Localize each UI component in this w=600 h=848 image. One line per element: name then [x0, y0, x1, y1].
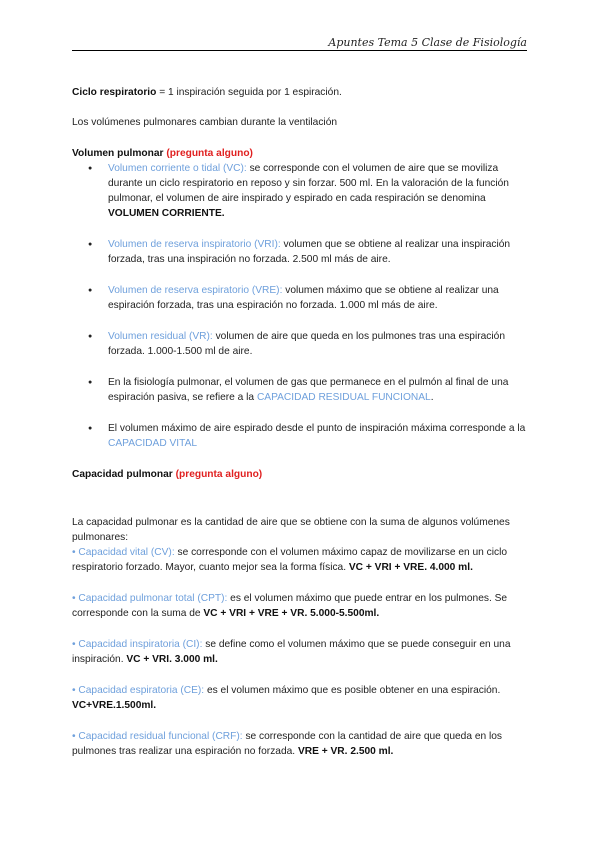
item-bold: VC+VRE.1.500ml. — [72, 700, 157, 711]
item-text: En la fisiología pulmonar, el volumen de gas que permanece en el pulmón al final de una espiración pasiva, se refiere a la — [108, 377, 509, 403]
item-tail: . — [430, 392, 434, 403]
capacidad-heading — [72, 467, 530, 482]
item-term: Volumen corriente o tidal (VC): — [108, 163, 247, 174]
volumen-tag: (pregunta alguno) — [166, 148, 253, 159]
ciclo-text: = 1 inspiración seguida por 1 espiración. — [156, 87, 342, 98]
list-item — [72, 161, 530, 221]
item-term: Volumen residual (VR): — [108, 331, 213, 342]
item-term: • Capacidad inspiratoria (CI): — [72, 639, 203, 650]
item-bold: VC + VRI. 3.000 ml. — [126, 654, 218, 665]
list-item — [72, 237, 530, 267]
item-text: se corresponde con el volumen máximo capaz de movilizarse en un ciclo respiratorio forzado. Mayor, cuanto mejor sea la forma física. — [72, 547, 508, 573]
item-term: Volumen de reserva espiratorio (VRE): — [108, 285, 283, 296]
page-header — [72, 36, 527, 51]
item-bold: VC + VRI + VRE + VR. 5.000-5.500ml. — [203, 608, 380, 619]
item-term: • Capacidad pulmonar total (CPT): — [72, 593, 228, 604]
ciclo-term: Ciclo respiratorio — [72, 87, 157, 98]
item-bold: VC + VRI + VRE. 4.000 ml. — [348, 562, 473, 573]
item-text: El volumen máximo de aire espirado desde el punto de inspiración máxima corresponde a la — [108, 423, 526, 434]
volumen-heading-text: Volumen pulmonar — [72, 148, 164, 159]
item-term: • Capacidad residual funcional (CRF): — [72, 731, 243, 742]
capacidad-tag: (pregunta alguno) — [175, 469, 263, 480]
ciclo-paragraph — [72, 85, 530, 100]
list-item — [72, 283, 530, 313]
item-term: • Capacidad vital (CV): — [72, 547, 175, 558]
document-body — [72, 85, 530, 759]
item-text: volumen de aire que queda en los pulmones tras una espiración forzada. 1.000-1.500 ml de aire. — [108, 331, 505, 357]
capacidad-heading-text: Capacidad pulmonar — [72, 469, 173, 480]
item-text: se corresponde con el volumen de aire que se moviliza durante un ciclo respiratorio en reposo y sin forzar. 500 ml. En la valoración de la función pulmonar, el volumen de aire inspirado y espirado en cada respiración se denomina — [108, 163, 509, 204]
item-term: Volumen de reserva inspiratorio (VRI): — [108, 239, 281, 250]
item-text: es el volumen máximo que puede entrar en los pulmones. Se corresponde con la suma de — [72, 593, 508, 619]
capacidad-item — [72, 683, 530, 713]
capacidad-item — [72, 729, 530, 759]
item-text: es el volumen máximo que es posible obtener en una espiración. — [204, 685, 501, 696]
item-bold: VRE + VR. 2.500 ml. — [297, 746, 394, 757]
capacidad-item — [72, 591, 530, 621]
item-text: se corresponde con la cantidad de aire que queda en los pulmones tras realizar una espiración no forzada. — [72, 731, 503, 757]
capacidad-item — [72, 545, 530, 575]
item-term: CAPACIDAD RESIDUAL FUNCIONAL — [256, 392, 431, 403]
item-term: • Capacidad espiratoria (CE): — [72, 685, 205, 696]
header-title: Apuntes Tema 5 Clase de Fisiología — [328, 36, 527, 49]
item-term: CAPACIDAD VITAL — [108, 438, 198, 449]
volumen-list — [72, 161, 530, 451]
item-bold: VOLUMEN CORRIENTE. — [108, 208, 225, 219]
list-item — [72, 375, 530, 405]
item-text: volumen que se obtiene al realizar una inspiración forzada, tras una inspiración no forzada. 2.500 ml más de aire. — [108, 239, 511, 265]
item-text: se define como el volumen máximo que se puede conseguir en una inspiración. — [72, 639, 511, 665]
item-text: volumen máximo que se obtiene al realizar una espiración forzada, tras una espiración no forzada. 1.000 ml más de aire. — [108, 285, 499, 311]
volumes-change-paragraph: Los volúmenes pulmonares cambian durante la ventilación — [72, 117, 338, 128]
volumen-heading — [72, 146, 530, 161]
capacidad-item — [72, 637, 530, 667]
capacidad-intro: La capacidad pulmonar es la cantidad de aire que se obtiene con la suma de algunos volúmenes pulmonares: — [72, 517, 510, 543]
list-item — [72, 421, 530, 451]
list-item — [72, 329, 530, 359]
